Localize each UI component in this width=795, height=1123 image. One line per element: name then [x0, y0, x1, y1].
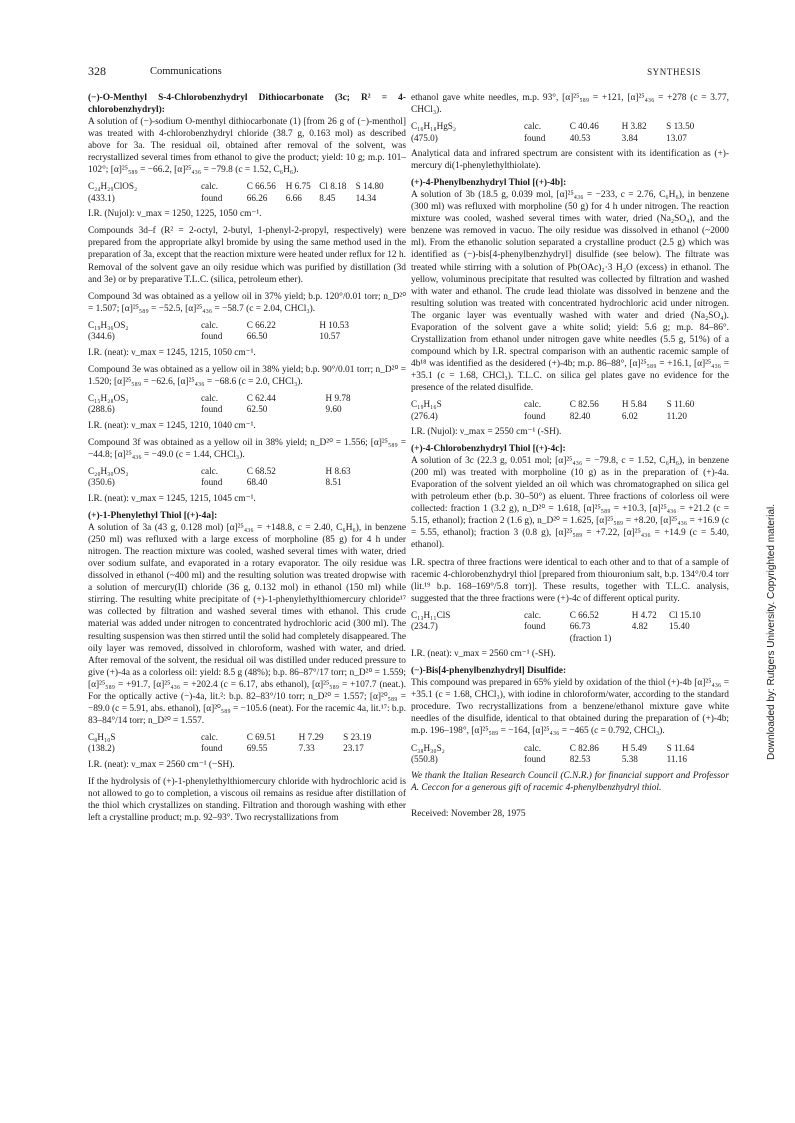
elemental-analysis-table [411, 610, 716, 645]
page-number: 328 [88, 64, 106, 78]
elemental-analysis-table [88, 393, 393, 416]
analysis-row [88, 320, 393, 332]
analysis-cell: calc. [200, 465, 219, 476]
analysis-cell: 23.17 [343, 743, 364, 754]
analysis-cell: 62.50 [246, 404, 268, 415]
analysis-row [411, 133, 716, 145]
analysis-cell: 82.53 [569, 754, 591, 765]
analysis-cell: 11.20 [666, 410, 687, 421]
analysis-cell: 11.16 [666, 754, 687, 765]
analysis-cell: (433.1) [88, 192, 115, 203]
body-paragraph: Compound 3e was obtained as a yellow oil in 38% yield; b.p. 90°/0.01 torr; n_D²⁰ = 1.520; [α]²⁵₅₈₉ = −62.6, [α]²⁵₄₃₆ = −68.6 (c = 2.0, CHCl₃). [88, 364, 406, 387]
analysis-cell: calc. [200, 392, 219, 403]
analysis-cell: 66.73 [569, 621, 591, 632]
analysis-cell: (288.6) [88, 404, 115, 415]
journal-name: SYNTHESIS [647, 67, 701, 77]
body-paragraph: I.R. (Nujol): ν_max = 2550 cm⁻¹ (-SH). [411, 427, 562, 438]
analysis-row [411, 399, 716, 411]
analysis-row [411, 621, 716, 633]
analysis-row [88, 732, 393, 744]
analysis-cell: H 8.63 [325, 465, 351, 476]
section-heading: (−)-Bis[4-phenylbenzhydryl] Disulfide: [411, 666, 567, 677]
analysis-cell: found [200, 477, 223, 488]
analysis-cell: C 66.56 [246, 181, 276, 192]
analysis-cell: C₁₅H₂₈OS₂ [88, 392, 129, 403]
analysis-cell: C₃₈H₃₀S₂ [411, 742, 445, 753]
analysis-cell: 69.55 [246, 743, 268, 754]
analysis-cell: 9.60 [325, 404, 342, 415]
received-date: Received: November 28, 1975 [411, 808, 526, 819]
analysis-cell: 10.57 [319, 331, 341, 342]
analysis-cell: (344.6) [88, 331, 115, 342]
analysis-cell: 66.26 [246, 192, 268, 203]
analysis-cell [669, 633, 716, 645]
analysis-cell: found [523, 754, 546, 765]
analysis-cell: found [200, 743, 223, 754]
analysis-cell [524, 633, 570, 645]
body-paragraph: I.R. (Nujol): ν_max = 1250, 1225, 1050 cm⁻¹. [88, 209, 262, 220]
section-heading: (−)-O-Menthyl S-4-Chlorobenzhydryl Dithiocarbonate (3c; R² = 4-chlorobenzhydryl): [88, 93, 406, 116]
analysis-cell: found [523, 621, 546, 632]
analysis-row [411, 411, 716, 423]
elemental-analysis-table [88, 732, 393, 755]
analysis-cell: (fraction 1) [569, 632, 612, 643]
analysis-cell: C 68.52 [246, 465, 276, 476]
elemental-analysis-table [88, 320, 393, 343]
analysis-cell: S 14.80 [355, 181, 384, 192]
elemental-analysis-table [88, 466, 393, 489]
body-paragraph: This compound was prepared in 65% yield by oxidation of the thiol (+)-4b [α]²⁵₄₃₆ = +35.1 (c = 1.68, CHCl₃), with iodine in chloroform/water, according to the standard procedure. Two recrystallizations from a benzene/ethanol mixture gave white needles of the disulfide, identical to that obtained during the preparation of (+)-4b; m.p. 196–198°, [α]²⁵₅₈₉ = −164, [α]²⁵₄₃₆ = −465 (c = 0.792, CHCl₃). [411, 678, 729, 737]
analysis-cell: 8.51 [325, 477, 342, 488]
elemental-analysis-table [411, 743, 716, 766]
analysis-cell: calc. [523, 399, 542, 410]
analysis-row [411, 743, 716, 755]
body-paragraph: Compound 3f was obtained as a yellow oil in 38% yield; n_D²⁰ = 1.556; [α]²⁵₅₈₉ = −44.8; [α]²⁵₄₃₆ = −49.0 (c = 1.44, CHCl₃). [88, 437, 406, 460]
analysis-cell: C₁₉H₁₆S [411, 399, 442, 410]
acknowledgement: We thank the Italian Research Council (C.N.R.) for financial support and Professor A. Ceccon for a generous gift of racemic 4-phenylbenzhydryl thiol. [411, 770, 729, 793]
analysis-cell: found [200, 404, 223, 415]
analysis-cell: (475.0) [411, 132, 438, 143]
analysis-cell [411, 633, 524, 645]
analysis-cell: 6.02 [621, 410, 638, 421]
analysis-cell: C₁₃H₁₁ClS [411, 609, 451, 620]
analysis-cell: C 62.44 [246, 392, 276, 403]
analysis-cell: S 13.50 [666, 121, 695, 132]
analysis-cell: H 7.29 [298, 731, 324, 742]
analysis-cell: S 23.19 [343, 731, 372, 742]
body-paragraph: If the hydrolysis of (+)-1-phenylethylthiomercury chloride with hydrochloric acid is not allowed to go to completion, a viscous oil remains as residue after distillation of the thiol which crystallizes on standing. Filtration and thorough washing with ether left a crystalline product; m.p. 92–93°. Two recrystallizations from [88, 776, 406, 824]
analysis-cell: H 3.82 [621, 121, 647, 132]
analysis-cell: (276.4) [411, 410, 438, 421]
analysis-cell: H 6.75 [285, 181, 311, 192]
analysis-cell: (550.8) [411, 754, 438, 765]
analysis-cell: C 82.86 [569, 742, 599, 753]
analysis-cell: calc. [523, 742, 542, 753]
analysis-cell: calc. [200, 319, 219, 330]
analysis-cell: 14.34 [355, 192, 377, 203]
analysis-cell: C₂₀H₃₀OS₂ [88, 465, 129, 476]
analysis-row [88, 393, 393, 405]
analysis-row [88, 181, 393, 193]
analysis-cell: Cl 8.18 [319, 181, 347, 192]
analysis-row [88, 331, 393, 343]
analysis-cell: found [523, 410, 546, 421]
body-paragraph: ethanol gave white needles, m.p. 93°, [α]²⁵₅₈₉ = +121, [α]²⁵₄₃₆ = +278 (c = 3.77, CHCl₃). [411, 93, 729, 116]
section-heading: (+)-4-Phenylbenzhydryl Thiol [(+)-4b]: [411, 178, 567, 189]
body-paragraph: I.R. (neat): ν_max = 2560 cm⁻¹ (-SH). [411, 649, 556, 660]
analysis-cell: found [200, 192, 223, 203]
elemental-analysis-table [88, 181, 393, 204]
body-paragraph: I.R. (neat): ν_max = 1245, 1215, 1050 cm⁻¹. [88, 347, 256, 358]
analysis-cell: H 9.78 [325, 392, 351, 403]
body-paragraph: Compound 3d was obtained as a yellow oil in 37% yield; b.p. 120°/0.01 torr; n_D²⁰ = 1.507; [α]²⁵₅₈₉ = −52.5, [α]²⁵₄₃₆ = −58.7 (c = 2.04, CHCl₃). [88, 291, 406, 314]
analysis-cell: C 40.46 [569, 121, 599, 132]
analysis-cell: 40.53 [569, 132, 591, 143]
analysis-cell: 15.40 [669, 621, 690, 632]
analysis-cell: 68.40 [246, 477, 268, 488]
analysis-row [88, 404, 393, 416]
analysis-row [411, 633, 716, 645]
analysis-cell: calc. [523, 121, 542, 132]
analysis-cell: S 11.64 [666, 742, 695, 753]
analysis-cell: 4.82 [631, 621, 648, 632]
elemental-analysis-table [411, 399, 716, 422]
analysis-cell: S 11.60 [666, 399, 695, 410]
analysis-cell: C 82.56 [569, 399, 599, 410]
analysis-cell: 8.45 [319, 192, 336, 203]
body-paragraph: I.R. spectra of three fractions were identical to each other and to that of a sample of racemic 4-chlorobenzhydryl thiol [prepared from thiouronium salt, b.p. 134°/0.4 torr (lit.¹⁹ b.p. 168–169°/5.8 torr)]. These results, together with T.L.C. analysis, suggested that the three fractions were (+)-4c of different optical purity. [411, 557, 729, 604]
analysis-cell: (138.2) [88, 743, 115, 754]
right-column [411, 92, 729, 825]
analysis-cell [632, 633, 669, 645]
body-paragraph: A solution of (−)-sodium O-menthyl dithiocarbonate (1) [from 26 g of (−)-menthol] was treated with 4-chlorobenzhydryl chloride (38.7 g, 0.163 mol) as described above for 3a. The residual oil, obtained after removal of the solvent, was recrystallized several times from ethanol to give the product; yield: 10 g; m.p. 101–102°; [α]²⁵₅₈₉ = −66.2, [α]²⁵₄₃₆ = −79.8 (c = 1.52, C₆H₆). [88, 117, 406, 176]
analysis-cell: 82.40 [569, 410, 591, 421]
left-column [88, 92, 406, 829]
body-paragraph: A solution of 3c (22.3 g, 0.051 mol; [α]²⁵₄₃₆ = −79.8, c = 1.52, C₆H₆), in benzene (200 ml) was treated with morpholine (10 g) as in the preparation of (+)-4a. Evaporation of the solvent yielded an oil which was chromatographed on silica gel with petroleum ether (b.p. 30–50°) as eluent. Three fractions of colorless oil were collected: fraction 1 (3.2 g), n_D²⁰ = 1.618, [α]²⁵₅₈₉ = +10.3, [α]²⁵₄₃₆ = +21.2 (c = 5.15, ethanol); fraction 2 (1.6 g), n_D²⁰ = 1.625, [α]²⁵₅₈₉ = +8.20, [α]²⁵₄₃₆ = +16.9 (c = 5.55, ethanol); fraction 3 (0.8 g), [α]²⁵₅₈₉ = +7.22, [α]²⁵₄₃₆ = +14.9 (c = 5.40, ethanol). [411, 456, 729, 551]
journal-section: Communications [150, 66, 222, 77]
analysis-cell: 3.84 [621, 132, 638, 143]
analysis-cell: (234.7) [411, 621, 438, 632]
body-paragraph: A solution of 3b (18.5 g, 0.039 mol, [α]²⁵₄₃₆ = −233, c = 2.76, C₆H₆), in benzene (300 ml) was refluxed with morpholine (50 g) for 4 h under nitrogen. The reaction mixture was cooled, washed several times with water, dried (Na₂SO₄), and the benzene was removed in vacuo. The oily residue was dissolved in ethanol (~2000 ml). From the ethanolic solution separated a crystalline product (2.5 g) which was identified as (−)-bis[4-phenylbenzhydryl] disulfide (see below). The filtrate was treated while stirring with a solution of Pb(OAc)₂·3 H₂O (excess) in ethanol. The yellow, voluminous precipitate that resulted was collected by filtration and washed with water and ethanol. The crude lead thiolate was dissolved in benzene and the resulting solution was treated with concentrated hydrochloric acid under nitrogen. The organic layer was eventually washed with water and dried (Na₂SO₄). Evaporation of the solvent gave a white solid; yield: 5.6 g; m.p. 84–86°. Crystallization from ethanol under nitrogen gave white needles (5.5 g, 51%) of a compound which by I.R. spectral comparison with an authentic racemic sample of 4b¹⁸ was identified as the desidered (+)-4b; m.p. 86–88°, [α]²⁵₅₈₉ = +16.1, [α]²⁵₄₃₆ = +35.1 (c = 1.68, CHCl₃). T.L.C. on silica gel plates gave no evidence for the presence of the related disulfide. [411, 190, 729, 393]
elemental-analysis-table [411, 121, 716, 144]
analysis-row [411, 754, 716, 766]
analysis-cell: C₈H₁₀S [88, 731, 116, 742]
body-paragraph: Compounds 3d–f (R² = 2-octyl, 2-butyl, 1-phenyl-2-propyl, respectively) were prepared from the appropriate alkyl bromide by using the same method used in the preparation of 3a, except that the reaction mixture were heated under reflux for 12 h. Removal of the solvent gave an oily residue which was purified by distillation (3d and 3e) or by preparative T.L.C. (silica, petroleum ether). [88, 226, 406, 285]
analysis-cell: 5.38 [621, 754, 638, 765]
download-notice [764, 70, 778, 770]
analysis-cell: found [523, 132, 546, 143]
analysis-cell: found [200, 331, 223, 342]
analysis-cell: C 66.22 [246, 319, 276, 330]
analysis-cell: (350.6) [88, 477, 115, 488]
analysis-cell: Cl 15.10 [669, 609, 701, 620]
analysis-cell: 13.07 [666, 132, 687, 143]
body-paragraph: Analytical data and infrared spectrum are consistent with its identification as (+)-mercury di(1-phenylethylthiolate). [411, 149, 729, 172]
analysis-cell: 7.33 [298, 743, 315, 754]
download-notice-text: Downloaded by: Rutgers University. Copyrighted material. [766, 503, 777, 760]
analysis-cell: H 4.72 [631, 609, 657, 620]
analysis-cell: H 5.49 [621, 742, 647, 753]
body-paragraph: A solution of 3a (43 g, 0.128 mol) [α]²⁵₄₃₆ = +148.8, c = 2.40, C₆H₆), in benzene (250 ml) was refluxed with a large excess of morpholine (85 g) for 4 h under nitrogen. The reaction mixture was cooled, washed several times with water, dried over sodium sulfate, and evaporated in a rotary evaporator. The oily residue was dissolved in ethanol (~400 ml) and the resulting solution was treated dropwise with a solution of mercury(II) chloride (36 g, 0.132 mol) in ethanol (150 ml) while stirring. The resulting white precipitate of (+)-1-phenylethylthiomercury chloride¹⁷ was collected by filtration and washed several times with ethanol. This crude material was added under nitrogen to concentrated hydrochloric acid (300 ml). The resulting suspension was then stirred until the solid had completely disappeared. The oily layer was removed, dissolved in chloroform, washed with water, and dried. After removal of the solvent, the residual oil was distilled under reduced pressure to give (+)-4a as a colorless oil: yield: 8.5 g (48%); b.p. 86–87°/17 torr; n_D²⁰ = 1.559; [α]²⁵₅₈₉ = +91.7, [α]²⁵₄₃₆ = +202.4 (c = 6.17, abs ethanol), [α]²⁵₅₈₉ = +107.7 (neat.). For the optically active (−)-4a, lit.²: b.p. 82–83°/10 torr; n_D²⁰ = 1.557; [α]²⁰₅₈₉ = −89.0 (c = 5.91, abs. ethanol), [α]²⁰₅₈₉ = −105.6 (neat). For the racemic 4a, lit.¹⁷: b.p. 83–84°/14 torr; n_D²⁰ = 1.557. [88, 523, 406, 726]
analysis-cell: calc. [523, 609, 542, 620]
analysis-row [88, 466, 393, 478]
analysis-row [88, 193, 393, 205]
analysis-row [88, 743, 393, 755]
body-paragraph: I.R. (neat): ν_max = 1245, 1215, 1045 cm⁻¹. [88, 493, 256, 504]
analysis-cell: 66.50 [246, 331, 268, 342]
body-paragraph: I.R. (neat): ν_max = 2560 cm⁻¹ (−SH). [88, 759, 235, 770]
analysis-cell: C₂₄H₂₉ClOS₂ [88, 181, 138, 192]
analysis-cell: calc. [200, 181, 219, 192]
section-heading: (+)-4-Chlorobenzhydryl Thiol [(+)-4c]: [411, 444, 566, 455]
analysis-cell: 6.66 [285, 192, 302, 203]
analysis-cell: C₁₆H₁₈HgS₂ [411, 121, 457, 132]
section-heading: (+)-1-Phenylethyl Thiol [(+)-4a]: [88, 511, 218, 522]
analysis-row [88, 477, 393, 489]
analysis-cell: H 10.53 [319, 319, 349, 330]
analysis-row [411, 610, 716, 622]
body-paragraph: I.R. (neat): ν_max = 1245, 1210, 1040 cm⁻¹. [88, 420, 256, 431]
analysis-cell: calc. [200, 731, 219, 742]
analysis-cell: H 5.84 [621, 399, 647, 410]
analysis-cell: C 69.51 [246, 731, 276, 742]
analysis-cell: C₁₉H₃₆OS₂ [88, 319, 129, 330]
analysis-row [411, 121, 716, 133]
analysis-cell: C 66.52 [569, 609, 599, 620]
